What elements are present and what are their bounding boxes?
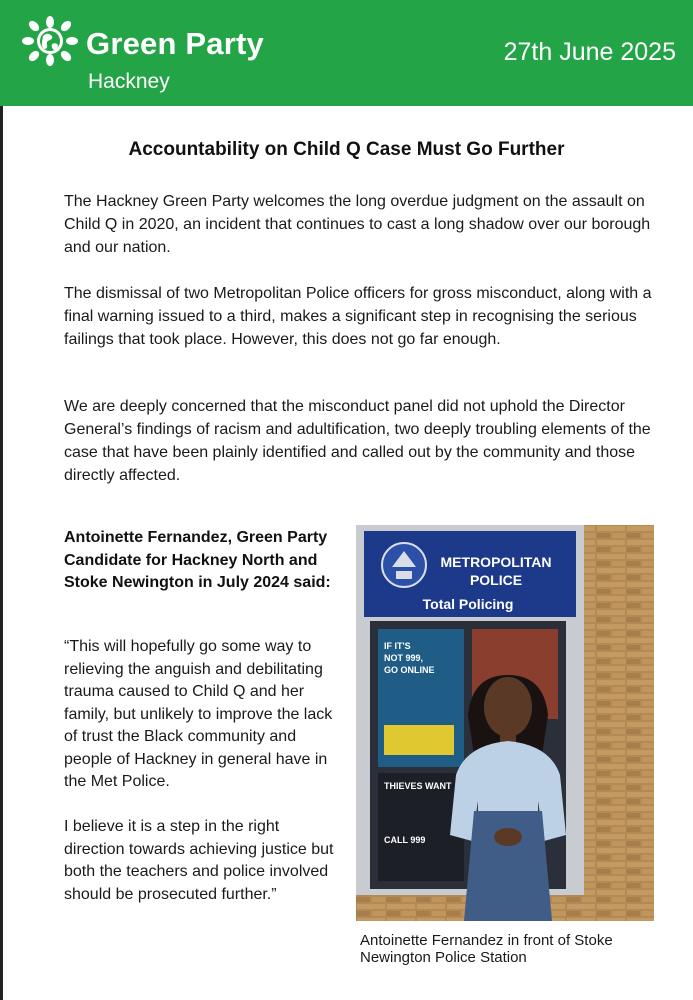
quote-attribution: Antoinette Fernandez, Green Party Candidate for Hackney North and Stoke Newington in July 2024 said: [64,529,331,591]
sign-line-1: METROPOLITAN [440,554,552,570]
quote-paragraph-1: “This will hopefully go some way to relieving the anguish and debilitating trauma caused to Child Q and her family, but unlikely to improve the lack of trust the Black community and people of Hackney in general have in the Met Police. [64,638,333,790]
photo-scene [356,525,654,921]
quote-paragraph-2: I believe it is a step in the right direction towards achieving justice but both the teachers and police involved should be prosecuted further.” [64,818,334,903]
poster-stripe [384,725,454,755]
header-banner [0,0,693,106]
poster-line-2: NOT 999, [384,653,424,663]
local-party-name: Hackney [88,70,170,93]
sign-tagline: Total Policing [422,596,514,612]
candidate-photo [356,525,654,921]
release-date: 27th June 2025 [503,38,676,66]
page-edge-line [0,106,3,1000]
article-paragraph-3: We are deeply concerned that the misconduct panel did not uphold the Director General’s findings of racism and adultification, two deeply troubling elements of the case that have been plainly identified and called out by the community and those directly affected. [64,398,651,484]
photo-caption: Antoinette Fernandez in front of Stoke Newington Police Station [360,932,613,966]
article-paragraph-1: The Hackney Green Party welcomes the long overdue judgment on the assault on Child Q in 2020, an incident that continues to cast a long shadow over our borough and our nation. [64,193,651,256]
article-paragraph-2: The dismissal of two Metropolitan Police officers for gross misconduct, along with a final warning issued to a third, makes a significant step in recognising the serious failings that took place. However, this does not go far enough. [64,285,652,348]
poster-line-3: GO ONLINE [384,665,435,675]
poster-line-5: CALL 999 [384,835,426,845]
sign-line-2: POLICE [469,572,523,588]
brand-name: Green Party [86,26,264,61]
poster-line-1: IF IT'S [384,641,411,651]
poster-line-4: THIEVES WANT [384,781,452,791]
article-title: Accountability on Child Q Case Must Go Further [128,139,565,160]
green-party-sunflower-globe-icon [22,16,78,66]
